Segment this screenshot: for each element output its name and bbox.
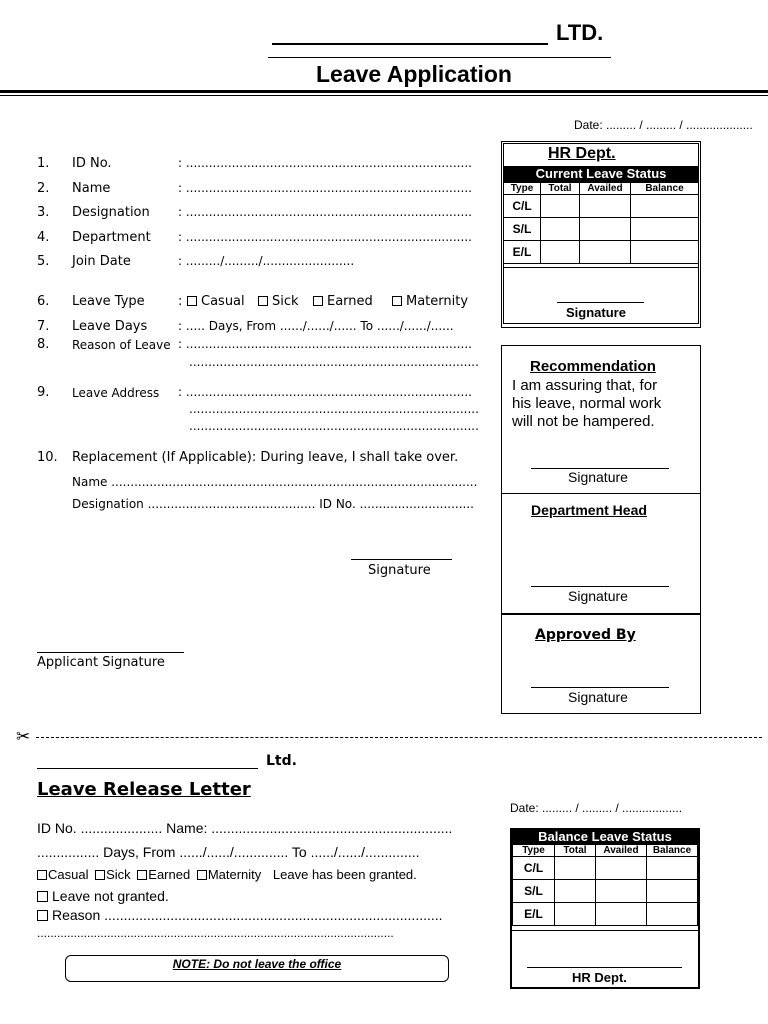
name-field[interactable]: : ........................................................................... (178, 181, 472, 195)
leave-type-maternity[interactable]: Maternity (392, 294, 468, 309)
release-id-name-line[interactable]: ID No. ..................... Name: .............................................................. (37, 820, 453, 836)
release-types-line (37, 867, 417, 882)
balance-box-divider (512, 930, 698, 931)
hr-box-divider (503, 267, 699, 268)
leave-days-field[interactable]: : ..... Days, From ....../....../...... To ....../....../...... (178, 319, 454, 333)
release-company-line (37, 768, 258, 769)
current-leave-status-bar: Current Leave Status (503, 166, 699, 182)
recommendation-text-3: will not be hampered. (512, 413, 655, 430)
join-date-field[interactable]: : ........./........./........................ (178, 254, 355, 268)
department-field[interactable]: : ........................................................................... (178, 230, 472, 244)
cl-availed-cell[interactable] (580, 195, 631, 218)
hr-dept-title: HR Dept. (548, 145, 616, 162)
current-leave-table: Type Total Availed Balance C/L S/L E/L (503, 182, 699, 264)
scissors-icon: ✂ (16, 727, 31, 747)
release-date-line: Date: ......... / ......... / .................. (510, 801, 683, 815)
sl-balance-cell[interactable] (631, 218, 699, 241)
recommendation-signature-label: Signature (568, 469, 628, 485)
header-subline (268, 57, 611, 58)
leave-type-casual[interactable]: Casual (187, 294, 245, 309)
balance-leave-table: Type Total Availed Balance C/L S/L E/L (512, 844, 698, 926)
hr-signature-label: Signature (566, 305, 626, 320)
el-balance-cell[interactable] (631, 241, 699, 264)
release-type-maternity[interactable]: Maternity (197, 867, 261, 882)
checkbox-icon (37, 910, 48, 921)
leave-type-sick[interactable]: Sick (258, 294, 299, 309)
cl-total-cell[interactable] (541, 195, 580, 218)
checkbox-icon (258, 296, 268, 306)
approved-signature-label: Signature (568, 689, 628, 705)
cut-line (36, 737, 762, 738)
leave-not-granted[interactable]: Leave not granted. (37, 888, 169, 904)
reason-field-line2[interactable]: ............................................................................ (189, 355, 479, 369)
checkbox-icon (37, 891, 48, 902)
sl-total-cell[interactable] (541, 218, 580, 241)
checkbox-icon (197, 870, 207, 880)
checkbox-icon (137, 870, 147, 880)
header-rule-thin (0, 95, 768, 96)
address-field-line3[interactable]: ............................................................................ (189, 419, 479, 433)
company-suffix: LTD. (556, 20, 604, 45)
date-line: Date: ......... / ......... / .................... (574, 118, 753, 132)
hr-signature-line (557, 302, 644, 303)
sl-availed-cell[interactable] (580, 218, 631, 241)
leave-granted-text: Leave has been granted. (272, 867, 417, 882)
checkbox-icon (313, 296, 323, 306)
balance-signature-label: HR Dept. (572, 970, 627, 985)
cl-balance-cell[interactable] (631, 195, 699, 218)
approved-by-title: Approved By (535, 627, 636, 643)
replacement-name-field[interactable]: Name ................................................................................................ (72, 475, 478, 489)
header-rule-thick (0, 90, 768, 93)
balance-sl-availed-cell[interactable] (596, 880, 647, 903)
balance-cl-balance-cell[interactable] (647, 857, 698, 880)
balance-el-total-cell[interactable] (555, 903, 596, 926)
company-name-line (272, 43, 548, 45)
recommendation-text-2: his leave, normal work (512, 395, 662, 412)
checkbox-icon (37, 870, 47, 880)
release-type-sick[interactable]: Sick (95, 867, 131, 882)
replacement-designation-field[interactable]: Designation ............................................ ID No. .............................. (72, 497, 474, 511)
el-availed-cell[interactable] (580, 241, 631, 264)
applicant-signature-label: Applicant Signature (37, 655, 165, 670)
dept-head-title: Department Head (531, 502, 647, 518)
checkbox-icon (95, 870, 105, 880)
reason-field[interactable]: : ........................................................................... (178, 337, 472, 351)
leave-type-earned[interactable]: Earned (313, 294, 373, 309)
release-company-suffix: Ltd. (266, 753, 297, 769)
release-reason-line2[interactable]: ........................................................................................................... (37, 926, 394, 940)
balance-el-balance-cell[interactable] (647, 903, 698, 926)
balance-sl-balance-cell[interactable] (647, 880, 698, 903)
page-title: Leave Application (316, 61, 512, 87)
approval-divider-1 (502, 493, 700, 494)
checkbox-icon (187, 296, 197, 306)
release-type-casual[interactable]: Casual (37, 867, 88, 882)
replacement-signature-label: Signature (368, 563, 431, 578)
release-reason[interactable]: Reason ....................................................................................... (37, 907, 443, 923)
replacement-signature-line (351, 559, 452, 560)
applicant-signature-line (37, 652, 184, 653)
balance-cl-total-cell[interactable] (555, 857, 596, 880)
release-title: Leave Release Letter (37, 779, 251, 800)
balance-cl-availed-cell[interactable] (596, 857, 647, 880)
el-total-cell[interactable] (541, 241, 580, 264)
address-field[interactable]: : ........................................................................... (178, 385, 472, 399)
address-field-line2[interactable]: ............................................................................ (189, 402, 479, 416)
release-type-earned[interactable]: Earned (137, 867, 190, 882)
dept-head-signature-label: Signature (568, 588, 628, 604)
balance-leave-title-bar: Balance Leave Status (512, 830, 698, 844)
balance-signature-line (527, 967, 682, 968)
approval-divider-2 (502, 613, 700, 615)
balance-sl-total-cell[interactable] (555, 880, 596, 903)
note-box: NOTE: Do not leave the office (65, 955, 449, 982)
balance-el-availed-cell[interactable] (596, 903, 647, 926)
release-days-line[interactable]: ................ Days, From ....../....../.............. To ....../....../.............. (37, 844, 420, 860)
recommendation-text-1: I am assuring that, for (512, 377, 658, 394)
recommendation-title: Recommendation (530, 358, 656, 375)
checkbox-icon (392, 296, 402, 306)
dept-head-signature-line (531, 586, 669, 587)
approved-signature-line (531, 687, 669, 688)
id-field[interactable]: : ........................................................................... (178, 156, 472, 170)
designation-field[interactable]: : ........................................................................... (178, 205, 472, 219)
